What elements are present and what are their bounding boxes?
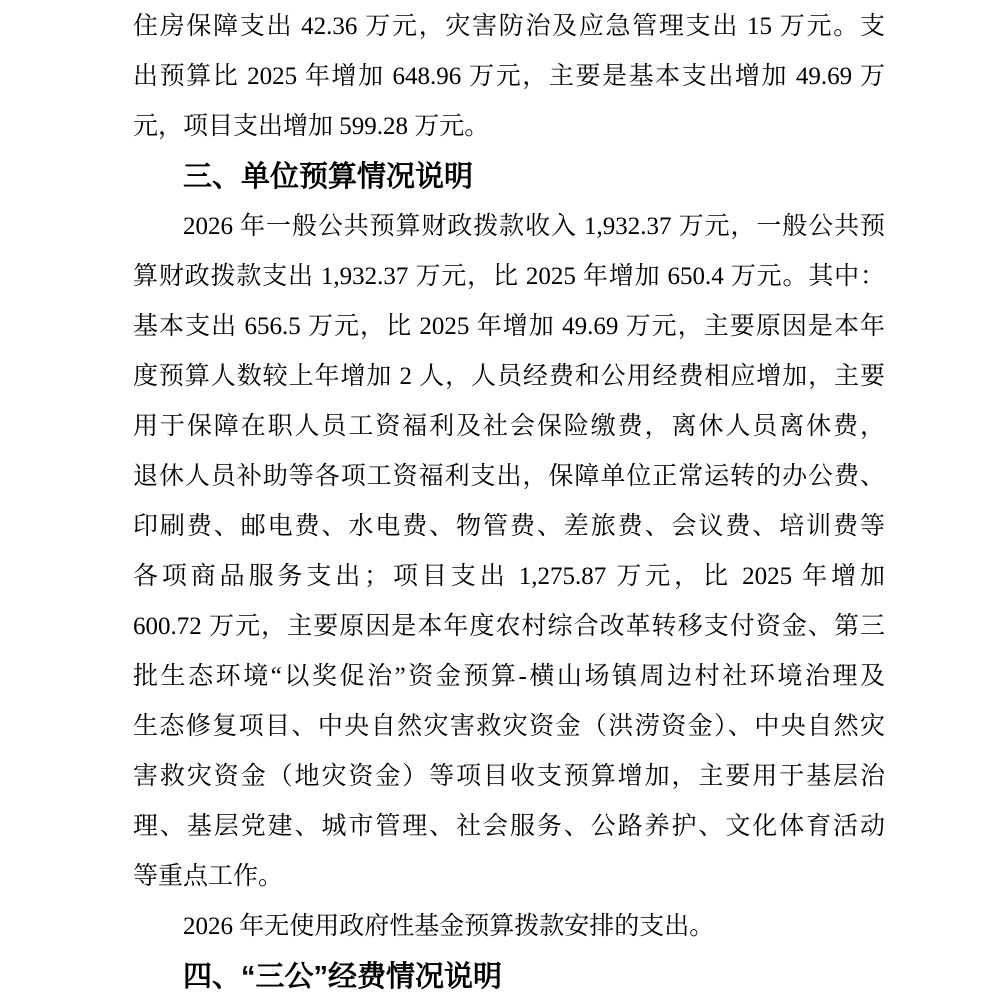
text-line-13: 600.72 万元，主要原因是本年度农村综合改革转移支付资金、第三 <box>133 613 885 640</box>
text-line-8: 度预算人数较上年增加 2 人，人员经费和公用经费相应增加，主要 <box>133 363 885 390</box>
text-line-11: 印刷费、邮电费、水电费、物管费、差旅费、会议费、培训费等 <box>133 513 885 540</box>
text-line-17: 理、基层党建、城市管理、社会服务、公路养护、文化体育活动 <box>133 813 885 840</box>
budget-document-page <box>133 2 885 1002</box>
text-line-14: 批生态环境“以奖促治”资金预算-横山场镇周边村社环境治理及 <box>133 663 885 690</box>
text-line-19: 2026 年无使用政府性基金预算拨款安排的支出。 <box>183 913 715 940</box>
text-line-9: 用于保障在职人员工资福利及社会保险缴费，离休人员离休费， <box>133 413 885 440</box>
text-line-6: 算财政拨款支出 1,932.37 万元，比 2025 年增加 650.4 万元。其中： <box>133 263 885 290</box>
text-line-7: 基本支出 656.5 万元，比 2025 年增加 49.69 万元，主要原因是本年 <box>133 313 885 340</box>
text-line-1: 住房保障支出 42.36 万元，灾害防治及应急管理支出 15 万元。支 <box>133 13 885 40</box>
text-line-10: 退休人员补助等各项工资福利支出，保障单位正常运转的办公费、 <box>133 463 885 490</box>
text-line-16: 害救灾资金（地灾资金）等项目收支预算增加，主要用于基层治 <box>133 763 885 790</box>
section-4-heading: 四、“三公”经费情况说明 <box>183 961 503 993</box>
text-line-15: 生态修复项目、中央自然灾害救灾资金（洪涝资金）、中央自然灾 <box>133 713 885 740</box>
text-line-12: 各项商品服务支出；项目支出 1,275.87 万元，比 2025 年增加 <box>133 563 885 590</box>
text-line-18: 等重点工作。 <box>133 863 284 890</box>
text-line-3: 元，项目支出增加 599.28 万元。 <box>133 113 490 140</box>
text-line-5: 2026 年一般公共预算财政拨款收入 1,932.37 万元，一般公共预 <box>183 213 885 240</box>
text-line-2: 出预算比 2025 年增加 648.96 万元，主要是基本支出增加 49.69 万 <box>133 63 885 90</box>
section-3-heading: 三、单位预算情况说明 <box>183 161 474 193</box>
